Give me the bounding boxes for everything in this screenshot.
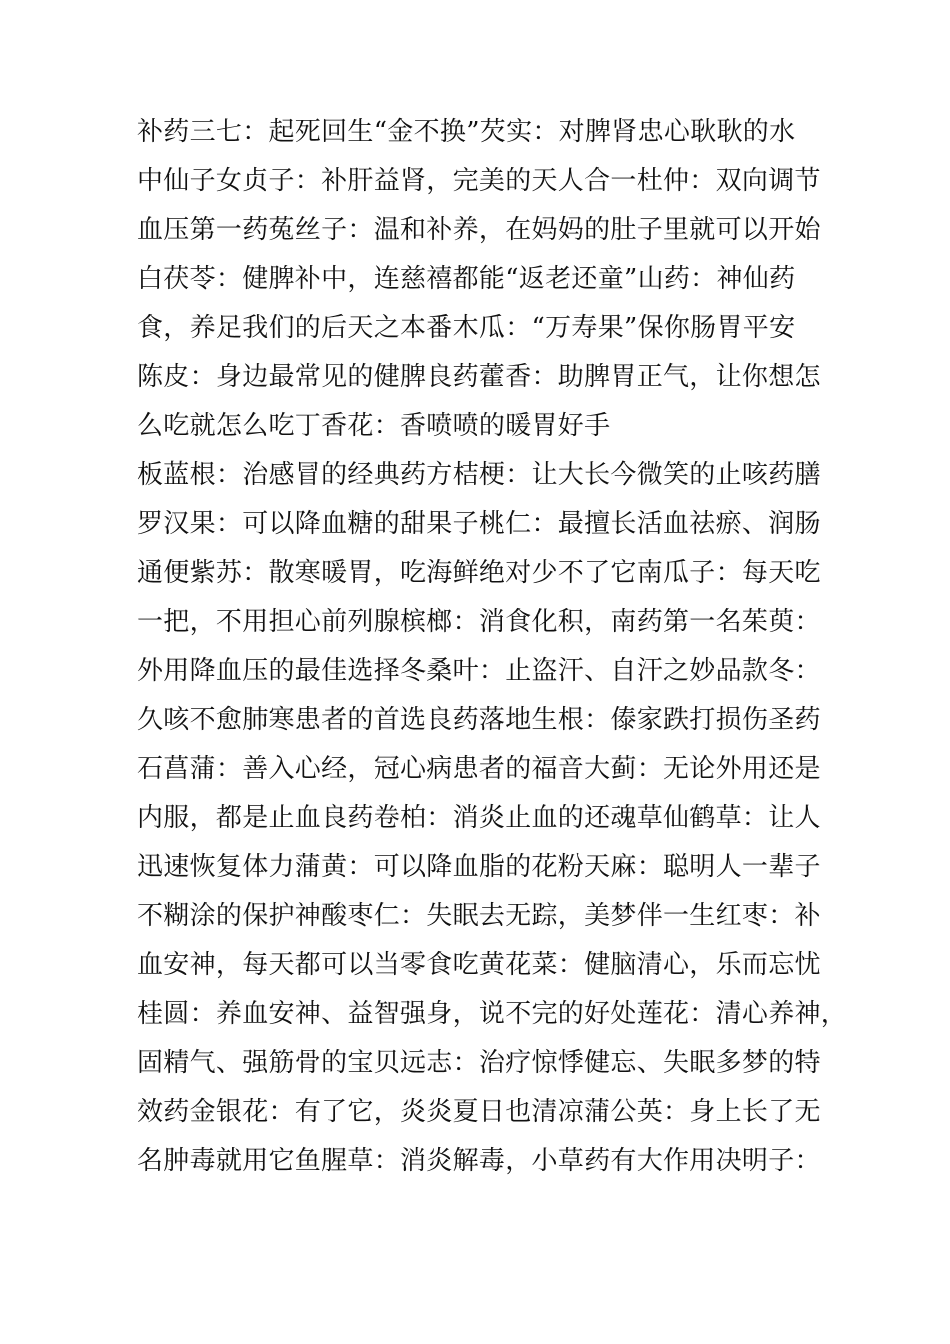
text-line: 补药三七：起死回生“金不换”芡实：对脾肾忠心耿耿的水 <box>137 117 796 147</box>
text-line: 效药金银花：有了它，炎炎夏日也清凉蒲公英：身上长了无 <box>137 1097 821 1127</box>
text-line: 迅速恢复体力蒲黄：可以降血脂的花粉天麻：聪明人一辈子 <box>137 852 821 882</box>
text-line: 外用降血压的最佳选择冬桑叶：止盗汗、自汗之妙品款冬： <box>137 656 821 686</box>
text-line: 不糊涂的保护神酸枣仁：失眠去无踪，美梦伴一生红枣：补 <box>137 901 821 931</box>
text-line: 白茯苓：健脾补中，连慈禧都能“返老还童”山药：神仙药 <box>137 264 796 294</box>
text-line: 陈皮：身边最常见的健脾良药藿香：助脾胃正气，让你想怎 <box>137 362 821 392</box>
text-line: 桂圆：养血安神、益智强身，说不完的好处莲花：清心养神， <box>137 999 848 1029</box>
text-line: 血安神，每天都可以当零食吃黄花菜：健脑清心，乐而忘忧 <box>137 950 821 980</box>
text-line: 名肿毒就用它鱼腥草：消炎解毒，小草药有大作用决明子： <box>137 1146 821 1176</box>
text-line: 罗汉果：可以降血糖的甜果子桃仁：最擅长活血祛瘀、润肠 <box>137 509 821 539</box>
text-line: 久咳不愈肺寒患者的首选良药落地生根：傣家跌打损伤圣药 <box>137 705 821 735</box>
text-line: 固精气、强筋骨的宝贝远志：治疗惊悸健忘、失眠多梦的特 <box>137 1048 821 1078</box>
text-line: 血压第一药菟丝子：温和补养，在妈妈的肚子里就可以开始 <box>137 215 821 245</box>
text-line: 内服，都是止血良药卷柏：消炎止血的还魂草仙鹤草：让人 <box>137 803 821 833</box>
text-line: 中仙子女贞子：补肝益肾，完美的天人合一杜仲：双向调节 <box>137 166 821 196</box>
text-line: 么吃就怎么吃丁香花：香喷喷的暖胃好手 <box>137 411 611 441</box>
text-line: 板蓝根：治感冒的经典药方桔梗：让大长今微笑的止咳药膳 <box>137 460 821 490</box>
body-text <box>137 108 848 1186</box>
text-line: 石菖蒲：善入心经，冠心病患者的福音大蓟：无论外用还是 <box>137 754 821 784</box>
text-line: 通便紫苏：散寒暖胃，吃海鲜绝对少不了它南瓜子：每天吃 <box>137 558 821 588</box>
text-line: 食，养足我们的后天之本番木瓜：“万寿果”保你肠胃平安 <box>137 313 796 343</box>
text-line: 一把，不用担心前列腺槟榔：消食化积，南药第一名茱萸： <box>137 607 821 637</box>
